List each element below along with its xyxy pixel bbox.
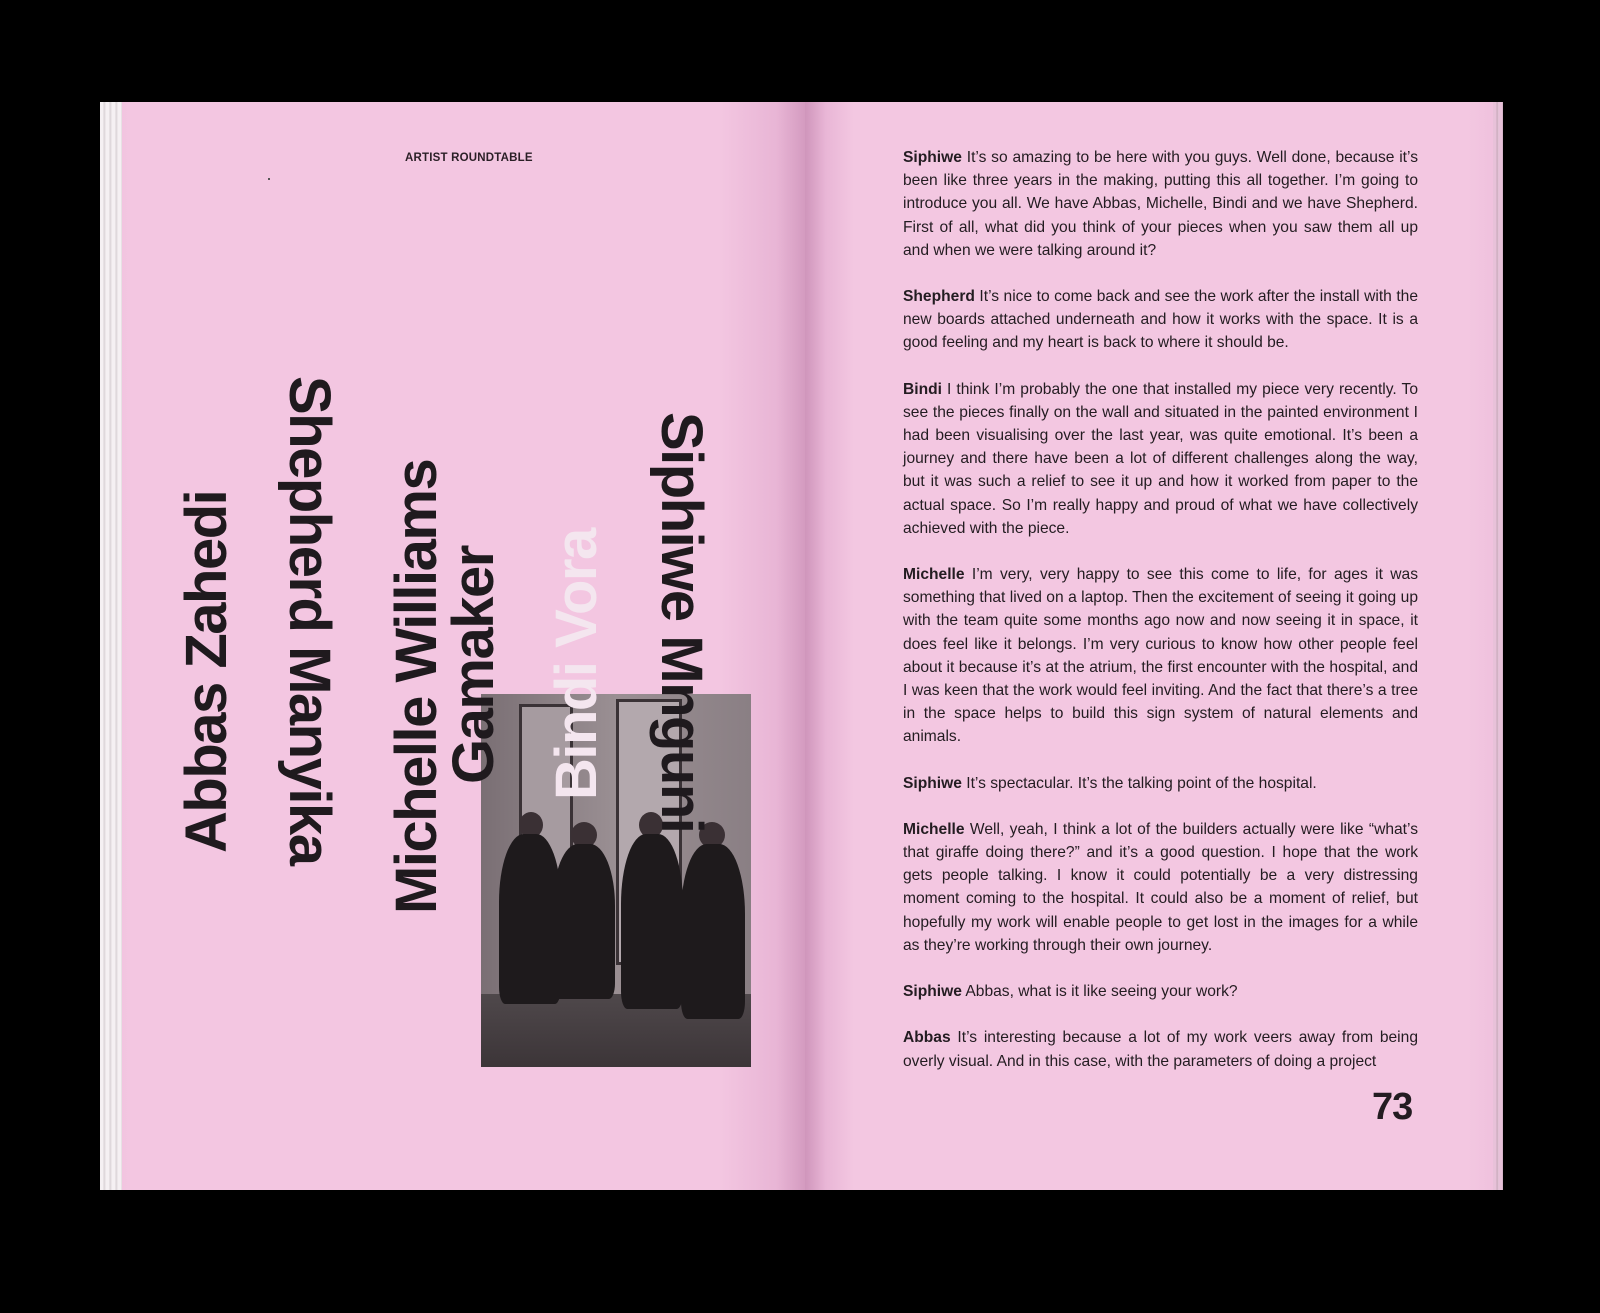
paragraph-text: It’s interesting because a lot of my work veers away from being overly visual. And in this case, with the parameters of doing a project <box>903 1029 1418 1070</box>
paragraph <box>903 378 1418 540</box>
running-head: ARTIST ROUNDTABLE <box>405 152 533 164</box>
name-bindi-vora: Bindi Vora <box>544 529 609 800</box>
person-figure <box>681 844 745 1019</box>
left-page-edges <box>100 102 122 1190</box>
speaker-name: Michelle <box>903 820 965 838</box>
paragraph-text: It’s spectacular. It’s the talking point of the hospital. <box>961 774 1317 792</box>
paper-speck <box>268 178 270 180</box>
paragraph <box>903 772 1418 795</box>
paragraph-text: Abbas, what is it like seeing your work? <box>961 983 1238 1001</box>
name-siphiwe-mnguni: Siphiwe Mnguni <box>649 412 714 833</box>
right-page-edges <box>1493 102 1503 1190</box>
paragraph <box>903 146 1418 262</box>
speaker-name: Siphiwe <box>903 983 962 1001</box>
speaker-name: Shepherd <box>903 288 975 306</box>
speaker-name: Bindi <box>903 380 942 398</box>
page-number: 73 <box>1372 1086 1413 1128</box>
paragraph <box>903 563 1418 749</box>
paragraph-text: It’s so amazing to be here with you guys. Well done, because it’s been like three years in the making, putting this all together. I’m going to introduce you all. We have Abbas, Michelle, Bindi and we have Shepherd. First of all, what did you think of your pieces when you saw them all up and when we were talking around it? <box>903 149 1418 259</box>
paragraph <box>903 818 1418 957</box>
person-figure <box>621 834 683 1009</box>
speaker-name: Siphiwe <box>903 774 962 792</box>
paragraph-text: I think I’m probably the one that installed my piece very recently. To see the pieces finally on the wall and situated in the painted environment I had been visualising over the last year, was quite emotional. It’s been a journey and there have been a lot of different challenges along the way, but it was such a relief to see it up and how it worked from paper to the actual space. So I’m really happy and proud of what we have collectively achieved with the piece. <box>903 380 1418 537</box>
name-gamaker: Gamaker <box>441 546 506 784</box>
person-figure <box>499 834 561 1004</box>
speaker-name: Michelle <box>903 566 965 584</box>
speaker-name: Siphiwe <box>903 149 962 166</box>
person-figure <box>553 844 615 999</box>
paragraph-text: Well, yeah, I think a lot of the builders actually were like “what’s that giraffe doing there?” and it’s a good question. I hope that the work gets people talking. I know it could potentially be a very distressing moment coming to the hospital. It could also be a moment of relief, but hopefully my work will enable people to get lost in the images for a while as they’re working through their own journey. <box>903 820 1418 954</box>
interview-text <box>903 146 1418 1096</box>
paragraph <box>903 980 1418 1003</box>
paragraph-text: It’s nice to come back and see the work after the install with the new boards attached underneath and how it works with the space. It is a good feeling and my heart is back to where it should be. <box>903 288 1418 352</box>
name-shepherd-manyika: Shepherd Manyika <box>277 376 342 865</box>
paragraph-text: I’m very, very happy to see this come to life, for ages it was something that lived on a laptop. Then the excitement of seeing it going up with the team quite some months ago now and now seeing it in space, it does feel like it belongs. I’m very curious to know how other people feel about it because it’s at the atrium, the first encounter with the hospital, and I was keen that the work would feel inviting. And the fact that there’s a tree in the space helps to build this sign system of natural elements and animals. <box>903 566 1418 746</box>
paragraph <box>903 1026 1418 1072</box>
name-michelle-williams: Michelle Williams <box>384 459 449 914</box>
paragraph <box>903 285 1418 355</box>
name-abbas-zahedi: Abbas Zahedi <box>174 490 239 853</box>
speaker-name: Abbas <box>903 1029 951 1047</box>
